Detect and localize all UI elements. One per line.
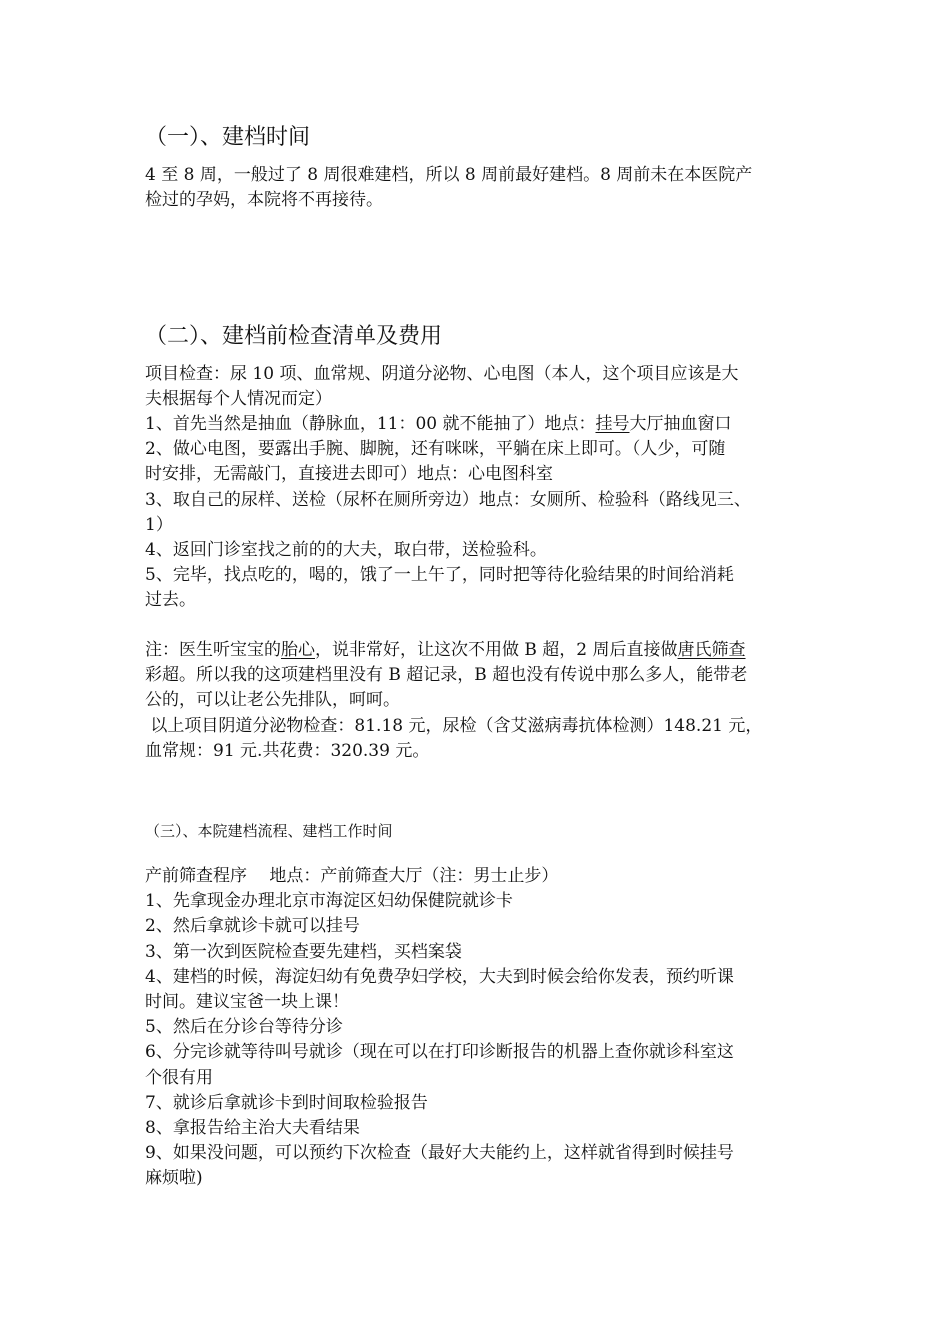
section3-line-11: 8、拿报告给主治大夫看结果	[145, 1118, 360, 1138]
section3-line-12: 9、如果没问题，可以预约下次检查（最好大夫能约上，这样就省得到时候挂号	[145, 1143, 734, 1163]
section2-heading: （二）、建档前检查清单及费用	[145, 324, 443, 349]
section3-line-5: 4、建档的时候，海淀妇幼有免费孕妇学校，大夫到时候会给你发表，预约听课	[145, 967, 734, 987]
section3-line-13: 麻烦啦)	[145, 1168, 203, 1188]
note-line-1-a: 注：医生听宝宝的	[145, 640, 281, 660]
section2-line-7: 1）	[145, 515, 173, 535]
section3-line-3: 2、然后拿就诊卡就可以挂号	[145, 916, 360, 936]
note-line-4: 以上项目阴道分泌物检查：81.18 元，尿检（含艾滋病毒抗体检测）148.21 元，	[145, 716, 763, 736]
section2-line-3-text: 1、首先当然是抽血（静脉血，11：00 就不能抽了）地点：	[145, 414, 596, 434]
section2-line-6: 3、取自己的尿样、送检（尿杯在厕所旁边）地点：女厕所、检验科（路线见三、	[145, 490, 751, 510]
section3-heading: （三）、本院建档流程、建档工作时间	[145, 822, 393, 840]
section2-line-2: 夫根据每个人情况而定）	[145, 389, 332, 409]
section2-line-8: 4、返回门诊室找之前的的大夫，取白带，送检验科。	[145, 540, 547, 560]
note-line-3: 公的，可以让老公先排队，呵呵。	[145, 690, 400, 710]
section3-line-8: 6、分完诊就等待叫号就诊（现在可以在打印诊断报告的机器上查你就诊科室这	[145, 1042, 734, 1062]
down-screening-link[interactable]: 唐氏筛查	[677, 640, 746, 660]
section3-line-10: 7、就诊后拿就诊卡到时间取检验报告	[145, 1093, 428, 1113]
section1-heading: （一）、建档时间	[145, 125, 311, 150]
section2-line-3-tail: 大厅抽血窗口	[629, 414, 732, 434]
note-line-1-b: ，说非常好，让这次不用做 B 超，2 周后直接做	[315, 640, 678, 660]
section3-line-1: 产前筛查程序 地点：产前筛查大厅（注：男士止步）	[145, 866, 559, 886]
note-line-1	[145, 638, 746, 663]
note-line-2: 彩超。所以我的这项建档里没有 B 超记录，B 超也没有传说中那么多人，能带老	[145, 665, 748, 685]
section1-line-1: 4 至 8 周，一般过了 8 周很难建档，所以 8 周前最好建档。8 周前未在本医院产	[145, 165, 753, 185]
section1-line-2: 检过的孕妈，本院将不再接待。	[145, 190, 383, 210]
section3-line-6: 时间。建议宝爸一块上课！	[145, 992, 349, 1012]
note-line-5: 血常规：91 元.共花费：320.39 元。	[145, 741, 430, 761]
section2-line-3	[145, 412, 731, 437]
section3-line-4: 3、第一次到医院检查要先建档，买档案袋	[145, 942, 462, 962]
section3-line-2: 1、先拿现金办理北京市海淀区妇幼保健院就诊卡	[145, 891, 513, 911]
section2-line-5: 时安排，无需敲门，直接进去即可）地点：心电图科室	[145, 464, 553, 484]
section2-line-1: 项目检查：尿 10 项、血常规、阴道分泌物、心电图（本人，这个项目应该是大	[145, 364, 739, 384]
registration-link[interactable]: 挂号	[595, 414, 630, 434]
section3-line-9: 个很有用	[145, 1068, 213, 1088]
fetal-heart-link[interactable]: 胎心	[281, 640, 315, 660]
section3-line-7: 5、然后在分诊台等待分诊	[145, 1017, 343, 1037]
section2-line-10: 过去。	[145, 590, 196, 610]
section2-line-9: 5、完毕，找点吃的，喝的，饿了一上午了，同时把等待化验结果的时间给消耗	[145, 565, 734, 585]
section2-line-4: 2、做心电图，要露出手腕、脚腕，还有咪咪，平躺在床上即可。（人少，可随	[145, 439, 726, 459]
